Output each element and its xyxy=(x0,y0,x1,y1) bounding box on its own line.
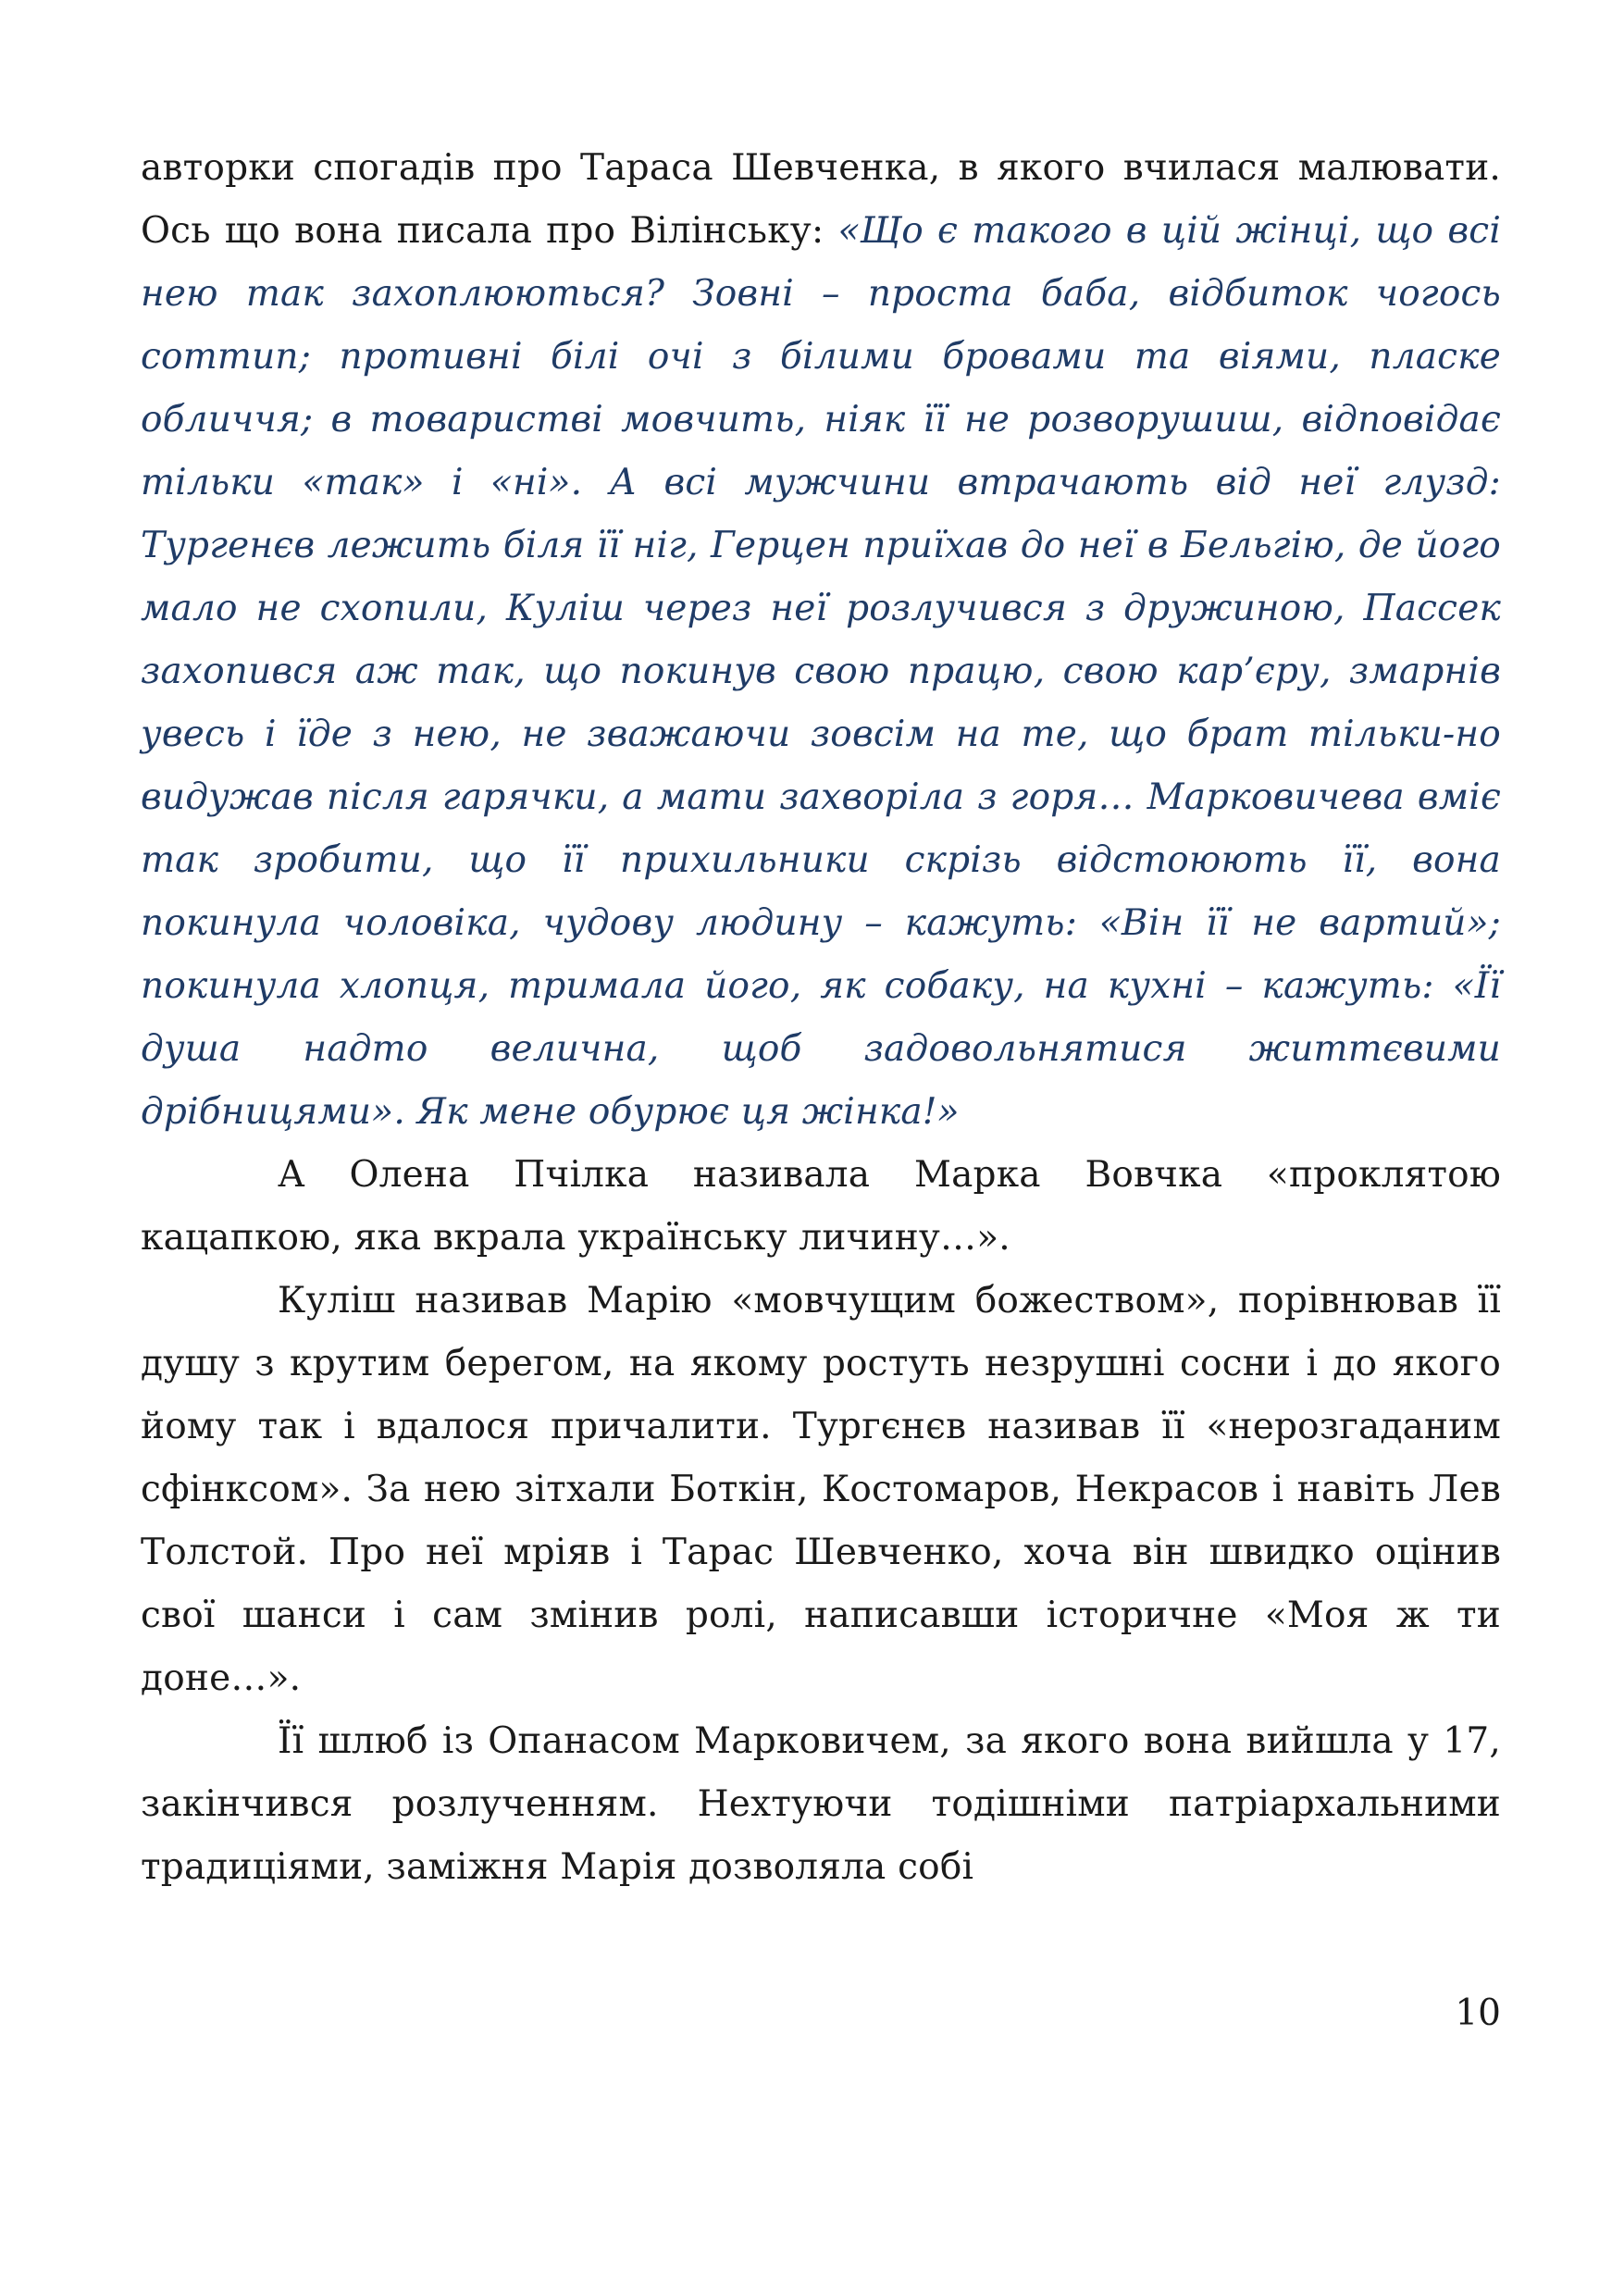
body-text xyxy=(141,137,1501,1899)
quotation: «Що є такого в цій жінці, що всі нею так захоплюються? Зовні – проста баба, відбиток чогось соттип; противні білі очі з білими бровами та віями, пласке обличчя; в товаристві мовчить, ніяк її не розворушиш, відповідає тільки «так» і «ні». А всі мужчини втрачають від неї глузд: Тургенєв лежить біля її ніг, Герцен приїхав до неї в Бельгію, де його мало не схопили, Куліш через неї розлучився з дружиною, Пассек захопився аж так, що покинув свою працю, свою кар’єру, змарнів увесь і їде з нею, не зважаючи зовсім на те, що брат тільки-но видужав після гарячки, а мати захворіла з горя… Марковичева вміє так зробити, що її прихильники скрізь відстоюють її, вона покинула чоловіка, чудову людину – кажуть: «Він її не вартий»; покинула хлопця, тримала його, як собаку, на кухні – кажуть: «Її душа надто велична, щоб задовольнятися життєвими дрібницями». Як мене обурює ця жінка!» xyxy=(141,210,1502,1133)
paragraph-kulish: Куліш називав Марію «мовчущим божеством», порівнював її душу з крутим берегом, на якому ростуть незрушні сосни і до якого йому так і вдалося причалити. Тургєнєв називав її «нерозгаданим сфінксом». За нею зітхали Боткін, Костомаров, Некрасов і навіть Лев Толстой. Про неї мріяв і Тарас Шевченко, хоча він швидко оцінив свої шанси і сам змінив ролі, написавши історичне «Моя ж ти доне…». xyxy=(141,1280,1501,1699)
paragraph-marriage: Її шлюб із Опанасом Марковичем, за якого вона вийшла у 17, закінчився розлученням. Нехтуючи тодішніми патріархальними традиціями, заміжня Марія дозволяла собі xyxy=(141,1720,1501,1888)
page-number: 10 xyxy=(1455,1992,1501,2034)
paragraph-pchilka: А Олена Пчілка називала Марка Вовчка «проклятою кацапкою, яка вкрала українську личину…». xyxy=(141,1154,1501,1259)
paragraph-continuation xyxy=(141,137,1501,1144)
paragraph-intro: авторки спогадів про Тараса Шевченка, в якого вчилася малювати. Ось що вона писала про Вілінську: xyxy=(141,147,1501,252)
